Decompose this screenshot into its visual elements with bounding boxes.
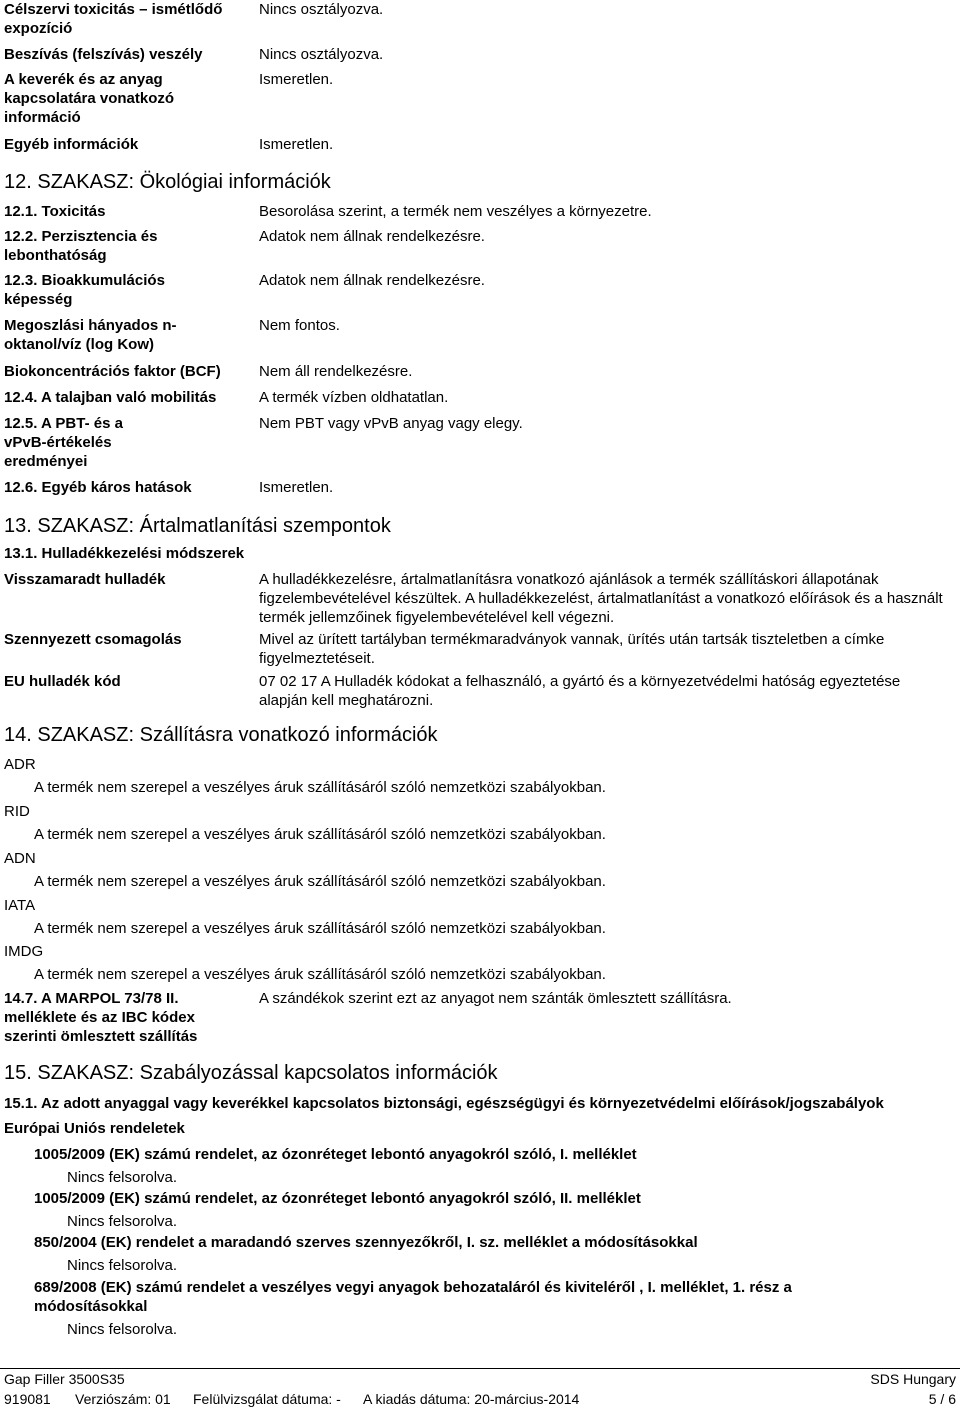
regulation-title: 1005/2009 (EK) számú rendelet, az ózonréteget lebontó anyagokról szóló, I. melléklet — [34, 1146, 637, 1163]
regulation-title: 850/2004 (EK) rendelet a maradandó szerves szennyezőkről, I. sz. melléklet a módosításokkal — [34, 1234, 698, 1251]
row-label: 12.2. Perzisztencia és lebonthatóság — [4, 228, 158, 264]
row-label: Beszívás (felszívás) veszély — [4, 46, 203, 63]
row-label: 12.1. Toxicitás — [4, 203, 106, 220]
eu-regulations-heading: Európai Uniós rendeletek — [4, 1120, 185, 1137]
row-label: Megoszlási hányados n-oktanol/víz (log Kow) — [4, 317, 177, 353]
row-label: Biokoncentrációs faktor (BCF) — [4, 363, 221, 380]
row-value: Ismeretlen. — [259, 136, 334, 153]
section13-subtitle: 13.1. Hulladékkezelési módszerek — [4, 545, 245, 562]
footer-issue-date: A kiadás dátuma: 20-március-2014 — [363, 1391, 580, 1407]
row-value: Adatok nem állnak rendelkezésre. — [259, 228, 485, 245]
row-label: A keverék és az anyag kapcsolatára vonatkozó információ — [4, 71, 175, 126]
regulation-title: 1005/2009 (EK) számú rendelet, az ózonréteget lebontó anyagokról szóló, II. melléklet — [34, 1190, 641, 1207]
row-label: 12.6. Egyéb káros hatások — [4, 479, 192, 496]
transport-value: A termék nem szerepel a veszélyes áruk szállításáról szóló nemzetközi szabályokban. — [34, 873, 606, 890]
footer-review-date: Felülvizsgálat dátuma: - — [193, 1391, 341, 1407]
row-label: EU hulladék kód — [4, 673, 121, 690]
footer-region: SDS Hungary — [870, 1371, 956, 1387]
row-value: Besorolása szerint, a termék nem veszélyes a környezetre. — [259, 203, 652, 220]
row-label: Célszervi toxicitás – ismétlődő expozíció — [4, 1, 223, 37]
row-value: Mivel az ürített tartályban termékmaradványok vannak, ürítés után tartsák tiszteletben a címke figyelmeztetéseit. — [259, 631, 885, 667]
row-value: Ismeretlen. — [259, 71, 334, 88]
regulation-value: Nincs felsorolva. — [67, 1169, 178, 1186]
row-value: A hulladékkezelésre, ártalmatlanításra vonatkozó ajánlások a termék szállításkori állapotának figzelembevételével készültek. A hulladékkezelést, ártalmatlanítást a vonatkozó előírások és a használt termék jellemzőinek figyelembevételével kell végezni. — [259, 571, 943, 626]
transport-value: A termék nem szerepel a veszélyes áruk szállításáról szóló nemzetközi szabályokban. — [34, 826, 606, 843]
row-value: Nem áll rendelkezésre. — [259, 363, 413, 380]
transport-value: A termék nem szerepel a veszélyes áruk szállításáról szóló nemzetközi szabályokban. — [34, 920, 606, 937]
row-value: Adatok nem állnak rendelkezésre. — [259, 272, 485, 289]
row-value: Ismeretlen. — [259, 479, 334, 496]
transport-value: A termék nem szerepel a veszélyes áruk szállításáról szóló nemzetközi szabályokban. — [34, 966, 606, 983]
row-label: 12.5. A PBT- és a vPvB-értékelés eredményei — [4, 415, 123, 470]
section13-title: 13. SZAKASZ: Ártalmatlanítási szempontok — [4, 515, 391, 537]
row-label: Egyéb információk — [4, 136, 139, 153]
section12-title: 12. SZAKASZ: Ökológiai információk — [4, 171, 331, 193]
row-value: Nem PBT vagy vPvB anyag vagy elegy. — [259, 415, 523, 432]
marpol-value: A szándékok szerint ezt az anyagot nem szánták ömlesztett szállításra. — [259, 990, 732, 1007]
regulation-value: Nincs felsorolva. — [67, 1213, 178, 1230]
transport-label: IMDG — [4, 943, 44, 960]
row-label: 12.4. A talajban való mobilitás — [4, 389, 217, 406]
footer-product: Gap Filler 3500S35 — [4, 1371, 125, 1387]
transport-label: ADN — [4, 850, 36, 867]
regulation-title: 689/2008 (EK) számú rendelet a veszélyes vegyi anyagok behozataláról és kiviteléről , I. melléklet, 1. rész a módosításokkal — [34, 1279, 792, 1315]
row-value: Nincs osztályozva. — [259, 1, 384, 18]
row-value: Nem fontos. — [259, 317, 340, 334]
marpol-label: 14.7. A MARPOL 73/78 II. melléklete és az IBC kódex szerinti ömlesztett szállítás — [4, 990, 198, 1045]
regulation-value: Nincs felsorolva. — [67, 1321, 178, 1338]
row-label: 12.3. Bioakkumulációs képesség — [4, 272, 165, 308]
row-value: A termék vízben oldhatatlan. — [259, 389, 449, 406]
row-label: Visszamaradt hulladék — [4, 571, 166, 588]
regulation-value: Nincs felsorolva. — [67, 1257, 178, 1274]
transport-label: IATA — [4, 897, 36, 914]
footer-code: 919081 — [4, 1391, 51, 1407]
transport-label: ADR — [4, 756, 36, 773]
footer-divider — [0, 1368, 960, 1369]
transport-label: RID — [4, 803, 30, 820]
footer-version: Verziószám: 01 — [75, 1391, 171, 1407]
transport-value: A termék nem szerepel a veszélyes áruk szállításáról szóló nemzetközi szabályokban. — [34, 779, 606, 796]
section15-subtitle: 15.1. Az adott anyaggal vagy keverékkel kapcsolatos biztonsági, egészségügyi és környezetvédelmi előírások/jogszabályok — [4, 1095, 884, 1112]
section14-title: 14. SZAKASZ: Szállításra vonatkozó információk — [4, 724, 438, 746]
section15-title: 15. SZAKASZ: Szabályozással kapcsolatos információk — [4, 1062, 498, 1084]
row-value: 07 02 17 A Hulladék kódokat a felhasználó, a gyártó és a környezetvédelmi hatóság egyeztetése alapján kell meghatározni. — [259, 673, 901, 709]
footer-page-number: 5 / 6 — [928, 1391, 956, 1407]
row-label: Szennyezett csomagolás — [4, 631, 182, 648]
row-value: Nincs osztályozva. — [259, 46, 384, 63]
